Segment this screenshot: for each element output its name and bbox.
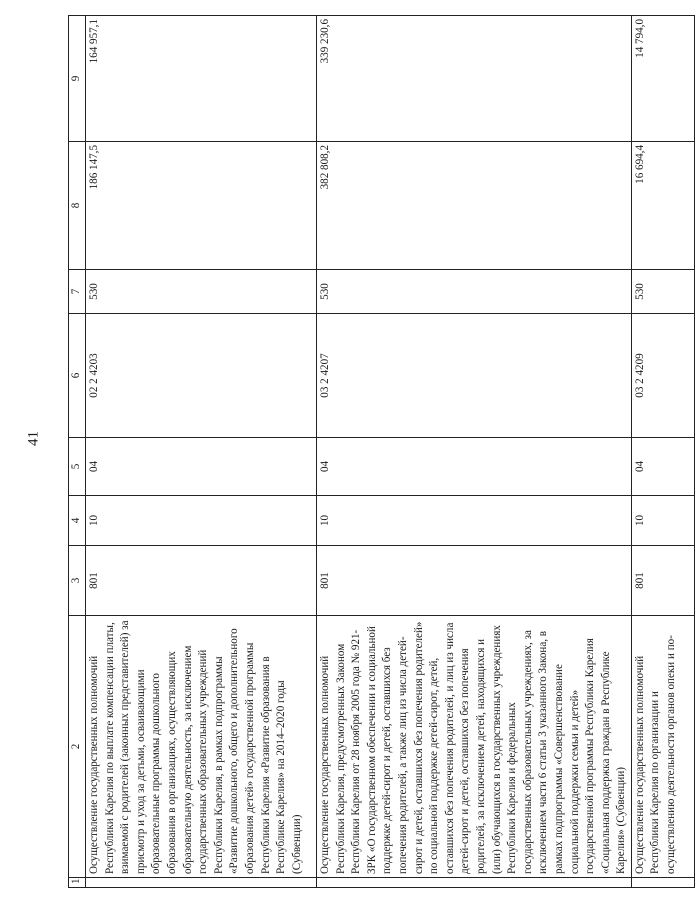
subsection-code: 04 — [86, 438, 317, 496]
empty-cell — [631, 878, 694, 888]
row-description: Осуществление государственных полномочий Республики Карелия, предусмотренных Законом Республики Карелия от 28 ноября 2005 года № 921-ЗРК «О государственном обеспечении и социальной поддержке детей-сирот и детей, оставшихся без попечения родителей, а также лиц из числа детей-сирот и детей, оставшихся без попечения родителей» по социальной поддержке детей-сирот, детей, оставшихся без попечения родителей, и лиц из числа детей-сирот и детей, оставшихся без попечения родителей, за исключением детей, находящихся и (или) обучающихся в государственных учреждениях Республики Карелия и федеральных государственных образовательных учреждениях, за исключением части 6 статьи 3 указанного Закона, в рамках подпрограммы «Совершенствование социальной поддержки семьи и детей» государственной программы Республики Карелия «Социальная поддержка граждан в Республике Карелия» (Субвенции) — [317, 616, 632, 878]
column-header: 5 — [69, 438, 86, 496]
ministry-code: 801 — [86, 546, 317, 616]
column-header: 2 — [69, 616, 86, 878]
row-description: Осуществление государственных полномочий Республики Карелия по организации и осуществлению деятельности органов опеки и по- — [631, 616, 694, 878]
table-header-row — [69, 16, 86, 888]
expense-type-code: 530 — [631, 270, 694, 314]
table-row — [317, 16, 632, 888]
row-description: Осуществление государственных полномочий Республики Карелия по выплате компенсации платы, взимаемой с родителей (законных представителей) за присмотр и уход за детьми, осваивающими образовательные программы дошкольного образования в организациях, осуществляющих образовательную деятельность, за исключением государственных образовательных учреждений Республики Карелия, в рамках подпрограммы «Развитие дошкольного, общего и дополнительного образования детей» государственной программы Республики Карелия «Развитие образования в Республике Карелия» на 2014–2020 годы (Субвенции) — [86, 616, 317, 878]
target-article-code: 02 2 4203 — [86, 314, 317, 438]
empty-cell — [86, 878, 317, 888]
section-code: 10 — [317, 496, 632, 546]
amount-col9: 14 794,0 — [631, 16, 694, 142]
target-article-code: 03 2 4207 — [317, 314, 632, 438]
ministry-code: 801 — [631, 546, 694, 616]
column-header: 4 — [69, 496, 86, 546]
table-row — [86, 16, 317, 888]
amount-col8: 16 694,4 — [631, 142, 694, 270]
column-header: 8 — [69, 142, 86, 270]
section-code: 10 — [86, 496, 317, 546]
target-article-code: 03 2 4209 — [631, 314, 694, 438]
table-row — [631, 16, 694, 888]
ministry-code: 801 — [317, 546, 632, 616]
budget-table — [68, 15, 695, 888]
page-number: 41 — [25, 431, 42, 446]
amount-col8: 382 808,2 — [317, 142, 632, 270]
column-header: 3 — [69, 546, 86, 616]
amount-col9: 339 230,6 — [317, 16, 632, 142]
expense-type-code: 530 — [86, 270, 317, 314]
section-code: 10 — [631, 496, 694, 546]
expense-type-code: 530 — [317, 270, 632, 314]
rotated-page-content — [68, 8, 678, 888]
empty-cell — [317, 878, 632, 888]
column-header: 6 — [69, 314, 86, 438]
amount-col8: 186 147,5 — [86, 142, 317, 270]
subsection-code: 04 — [317, 438, 632, 496]
column-header: 7 — [69, 270, 86, 314]
amount-col9: 164 957,1 — [86, 16, 317, 142]
column-header: 9 — [69, 16, 86, 142]
subsection-code: 04 — [631, 438, 694, 496]
column-header: 1 — [69, 878, 86, 888]
